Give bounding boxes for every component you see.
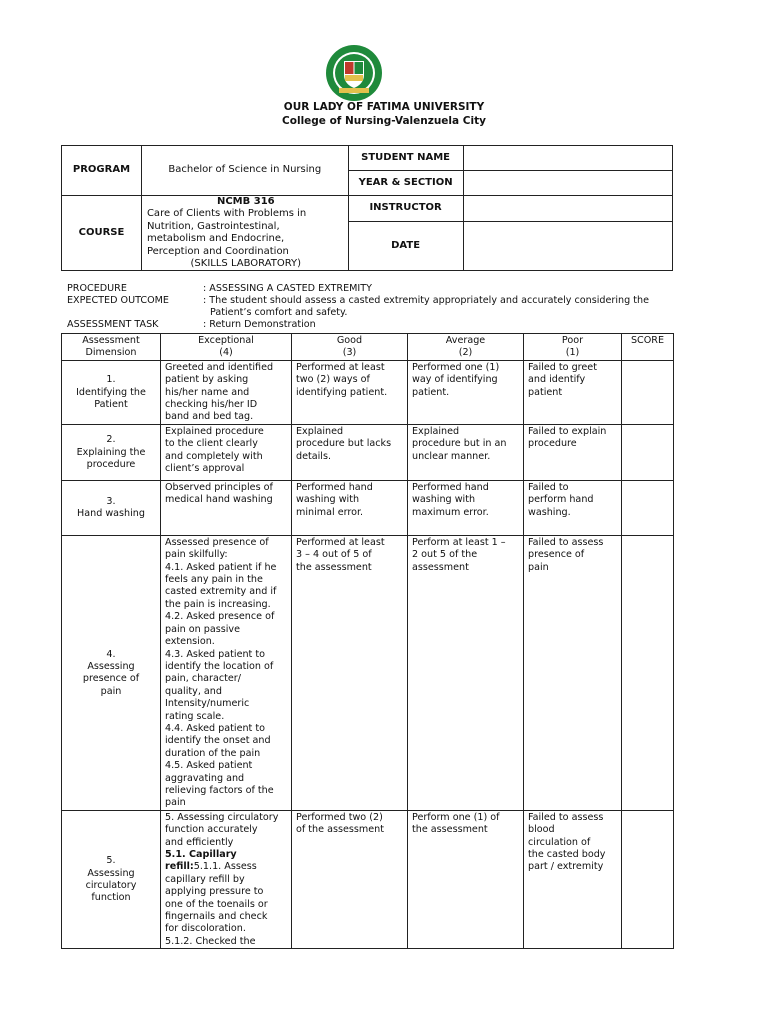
poor-cell: Failed to assess presence of pain [524, 535, 622, 810]
score-cell[interactable] [622, 535, 674, 810]
year-section-label: YEAR & SECTION [348, 171, 463, 196]
program-label: PROGRAM [62, 146, 142, 196]
assessment-task-label: ASSESSMENT TASK [67, 319, 159, 330]
assessment-task-value: : Return Demonstration [203, 319, 316, 330]
poor-cell: Failed to explain procedure [524, 424, 622, 480]
university-seal-logo [325, 44, 383, 102]
poor-cell: Failed to assess blood circulation of the casted body part / extremity [524, 810, 622, 948]
date-field[interactable] [463, 222, 672, 271]
dimension-cell: 2. Explaining the procedure [62, 424, 161, 480]
course-line: Care of Clients with Problems in [146, 208, 307, 220]
score-cell[interactable] [622, 424, 674, 480]
table-row [62, 480, 674, 535]
expected-outcome-value: : The student should assess a casted extremity appropriately and accurately considering the [203, 295, 649, 306]
average-cell: Perform at least 1 – 2 out 5 of the assessment [408, 535, 524, 810]
average-cell: Performed hand washing with maximum error. [408, 480, 524, 535]
average-cell: Explained procedure but in an unclear manner. [408, 424, 524, 480]
score-cell[interactable] [622, 480, 674, 535]
dimension-cell: 1. Identifying the Patient [62, 360, 161, 424]
date-label: DATE [348, 222, 463, 271]
good-cell: Performed hand washing with minimal error. [292, 480, 408, 535]
procedure-value: : ASSESSING A CASTED EXTREMITY [203, 283, 372, 294]
average-cell: Performed one (1) way of identifying patient. [408, 360, 524, 424]
score-cell[interactable] [622, 810, 674, 948]
college-name: College of Nursing-Valenzuela City [282, 115, 486, 127]
dimension-cell: 5. Assessing circulatory function [62, 810, 161, 948]
course-description [141, 196, 348, 271]
score-cell[interactable] [622, 360, 674, 424]
good-cell: Performed at least 3 – 4 out of 5 of the assessment [292, 535, 408, 810]
university-name: OUR LADY OF FATIMA UNIVERSITY [283, 101, 485, 113]
student-name-label: STUDENT NAME [348, 146, 463, 171]
header-exceptional: Exceptional (4) [161, 334, 292, 361]
exceptional-cell: Observed principles of medical hand washing [161, 480, 292, 535]
header-poor: Poor (1) [524, 334, 622, 361]
rubric-table [61, 333, 674, 949]
student-name-field[interactable] [463, 146, 672, 171]
header-average: Average (2) [408, 334, 524, 361]
header-good: Good (3) [292, 334, 408, 361]
course-line: Nutrition, Gastrointestinal, [146, 220, 280, 232]
instructor-field[interactable] [463, 196, 672, 222]
good-cell: Performed two (2) of the assessment [292, 810, 408, 948]
expected-outcome-value-cont: Patient’s comfort and safety. [210, 307, 348, 318]
table-row [62, 360, 674, 424]
table-row [62, 424, 674, 480]
table-row [62, 535, 674, 810]
dimension-cell: 3. Hand washing [62, 480, 161, 535]
year-section-field[interactable] [463, 171, 672, 196]
student-info-table [61, 145, 673, 271]
exceptional-cell: Explained procedure to the client clearly and completely with client’s approval [161, 424, 292, 480]
program-value: Bachelor of Science in Nursing [141, 146, 348, 196]
average-cell: Perform one (1) of the assessment [408, 810, 524, 948]
poor-cell: Failed to perform hand washing. [524, 480, 622, 535]
course-label: COURSE [62, 196, 142, 271]
procedure-label: PROCEDURE [67, 283, 127, 294]
table-row [62, 810, 674, 948]
course-note: (SKILLS LABORATORY) [190, 258, 302, 270]
capillary-refill-heading: 5.1. Capillary [165, 849, 237, 860]
header-assessment-dimension: Assessment Dimension [62, 334, 161, 361]
good-cell: Performed at least two (2) ways of identifying patient. [292, 360, 408, 424]
poor-cell: Failed to greet and identify patient [524, 360, 622, 424]
course-code: NCMB 316 [216, 196, 275, 207]
dimension-cell: 4. Assessing presence of pain [62, 535, 161, 810]
course-line: Perception and Coordination [146, 245, 289, 257]
exceptional-cell: Greeted and identified patient by asking his/her name and checking his/her ID band and bed tag. [161, 360, 292, 424]
good-cell: Explained procedure but lacks details. [292, 424, 408, 480]
exceptional-cell: 5. Assessing circulatory function accurately and efficiently 5.1. Capillary refill:5.1.1. Assess capillary refill by applying pressure to one of the toenails or fingernails and check for discoloration. 5.1.2. Checked the [161, 810, 292, 948]
exceptional-cell: Assessed presence of pain skilfully: 4.1. Asked patient if he feels any pain in the casted extremity and if the pain is increasing. 4.2. Asked presence of pain on passive extension. 4.3. Asked patient to identify the location of pain, character/ quality, and Intensity/numeric rating scale. 4.4. Asked patient to identify the onset and duration of the pain 4.5. Asked patient aggravating and relieving factors of the pain [161, 535, 292, 810]
capillary-refill-heading-cont: refill: [165, 861, 194, 873]
course-line: metabolism and Endocrine, [146, 233, 285, 245]
expected-outcome-label: EXPECTED OUTCOME [67, 295, 169, 306]
header-score: SCORE [622, 334, 674, 361]
rubric-header-row [62, 334, 674, 361]
instructor-label: INSTRUCTOR [348, 196, 463, 222]
